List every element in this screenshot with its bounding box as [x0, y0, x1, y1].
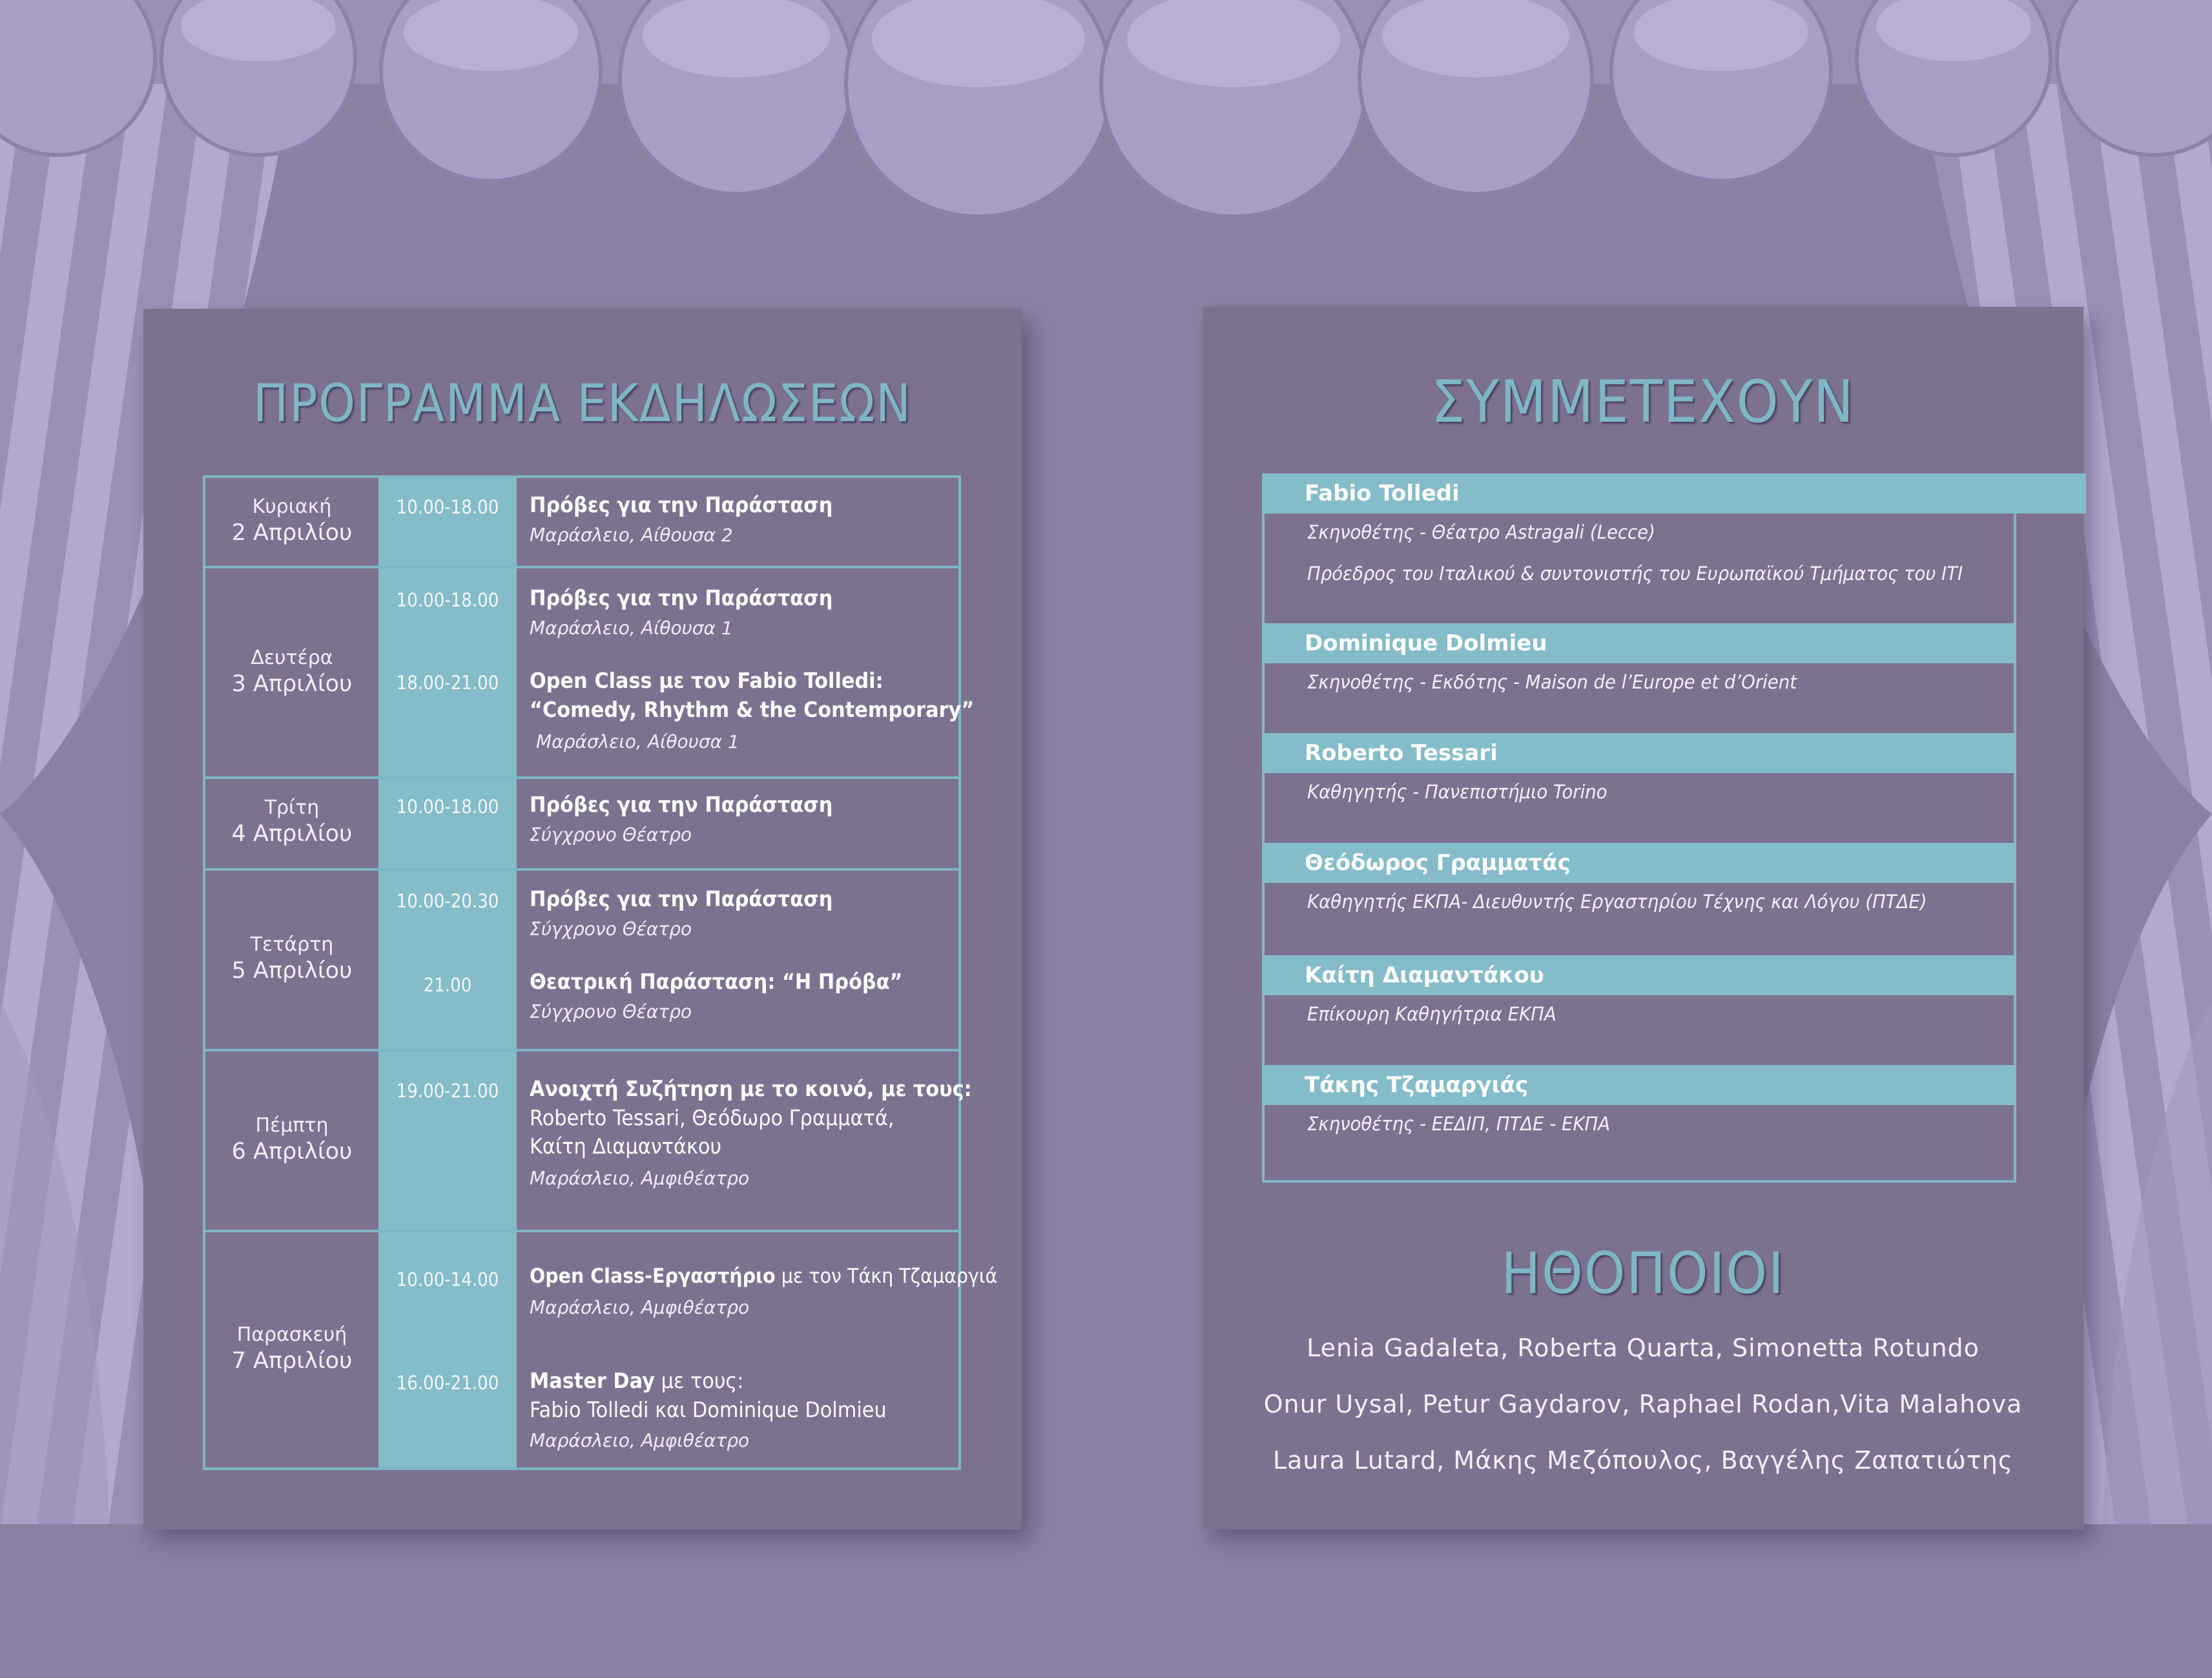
event-time: 10.00-18.00 [396, 796, 499, 818]
event-place: Σύγχρονο Θέατρο [530, 1001, 692, 1022]
day-cell [205, 796, 378, 848]
event-title: Πρόβες για την Παράσταση [530, 792, 833, 817]
day-cell [205, 495, 378, 547]
day-date: 5 Απριλίου [231, 957, 353, 984]
participants-heading: ΣΥΜΜΕΤΕΧΟΥΝ [1431, 368, 1855, 436]
event-title-rest: με τον Τάκη Τζαμαργιά [775, 1265, 998, 1288]
event-title: Θεατρική Παράσταση: “Η Πρόβα” [530, 969, 903, 994]
participant-name: Τάκης Τζαμαργιάς [1262, 1065, 2016, 1105]
event-place: Μαράσλειο, Αμφιθέατρο [530, 1430, 750, 1451]
event-title [530, 1263, 998, 1290]
participant-role: Καθηγητής - Πανεπιστήμιο Torino [1307, 781, 1607, 803]
event-place: Σύγχρονο Θέατρο [530, 824, 692, 845]
event-title-line: Ανοιχτή Συζήτηση με το κοινό, με τους: [530, 1076, 972, 1101]
event-time: 10.00-18.00 [396, 589, 499, 611]
event-place: Μαράσλειο, Αίθουσα 1 [530, 617, 733, 639]
event-title [530, 667, 975, 724]
event-time: 21.00 [423, 974, 472, 996]
event-title-bold: Master Day [530, 1368, 655, 1393]
day-date: 4 Απριλίου [231, 820, 353, 847]
participant-name: Roberto Tessari [1262, 733, 2016, 773]
event-place: Μαράσλειο, Αίθουσα 2 [530, 524, 733, 546]
participants-list [1262, 473, 2016, 1183]
program-panel [143, 309, 1022, 1529]
day-name: Δευτέρα [251, 647, 333, 669]
event-time: 10.00-20.30 [396, 890, 499, 912]
event-detail-line: Roberto Tessari, Θεόδωρο Γραμματά, [530, 1104, 894, 1130]
day-name: Τετάρτη [250, 933, 334, 956]
schedule-row [205, 779, 958, 871]
event-title: Πρόβες για την Παράσταση [530, 886, 833, 911]
event-title-bold: Open Class-Εργαστήριο [530, 1265, 776, 1288]
schedule-row [205, 871, 958, 1051]
participant-role: Πρόεδρος του Ιταλικού & συντονιστής του Ευρωπαϊκού Τμήματος του ITI [1307, 563, 1963, 585]
event-place: Σύγχρονο Θέατρο [530, 918, 692, 940]
participant-name: Fabio Tolledi [1262, 473, 2086, 513]
actors-line: Laura Lutard, Μάκης Μεζόπουλος, Βαγγέλης Ζαπατιώτης [1272, 1446, 2014, 1475]
actors-line: Onur Uysal, Petur Gaydarov, Raphael Rodan,Vita Malahova [1263, 1390, 2023, 1418]
event-title-rest: με τους: [654, 1368, 744, 1393]
event-time: 18.00-21.00 [396, 672, 499, 694]
schedule-table [203, 475, 998, 1470]
schedule-row [205, 478, 958, 568]
actors-line: Lenia Gadaleta, Roberta Quarta, Simonetta Rotundo [1307, 1334, 1979, 1362]
event-title: Πρόβες για την Παράσταση [530, 585, 833, 610]
event-title-line: Open Class με τον Fabio Tolledi: [530, 668, 884, 693]
participant-role: Επίκουρη Καθηγήτρια ΕΚΠΑ [1307, 1003, 1556, 1025]
event-time: 19.00-21.00 [396, 1080, 499, 1102]
day-cell [205, 1323, 378, 1375]
event-detail-line: Καίτη Διαμαντάκου [530, 1134, 722, 1159]
day-date: 2 Απριλίου [231, 519, 353, 546]
event-place: Μαράσλειο, Αμφιθέατρο [530, 1168, 750, 1189]
event-title-line: “Comedy, Rhythm & the Contemporary” [530, 696, 975, 722]
participant-role: Σκηνοθέτης - ΕΕΔΙΠ, ΠΤΔΕ - ΕΚΠΑ [1307, 1113, 1611, 1135]
participant-role: Καθηγητής ΕΚΠΑ- Διευθυντής Εργαστηρίου Τέχνης και Λόγου (ΠΤΔΕ) [1307, 891, 1927, 913]
day-date: 3 Απριλίου [231, 670, 353, 697]
event-time: 10.00-14.00 [396, 1269, 499, 1290]
schedule-row [205, 1232, 998, 1473]
event-detail-line: Fabio Tolledi και Dominique Dolmieu [530, 1396, 887, 1422]
schedule-row [205, 568, 975, 779]
participant-name: Καίτη Διαμαντάκου [1262, 955, 2016, 995]
day-name: Πέμπτη [255, 1114, 329, 1137]
event-place: Μαράσλειο, Αμφιθέατρο [530, 1297, 750, 1318]
participants-panel [1203, 307, 2083, 1529]
day-date: 7 Απριλίου [231, 1347, 353, 1374]
participant-role: Σκηνοθέτης - Θέατρο Astragali (Lecce) [1307, 521, 1655, 543]
participant-name: Θεόδωρος Γραμματάς [1262, 843, 2016, 883]
participant-role: Σκηνοθέτης - Εκδότης - Maison de l’Europe et d’Orient [1307, 671, 1797, 693]
event-title: Πρόβες για την Παράσταση [530, 492, 833, 517]
event-place: Μαράσλειο, Αίθουσα 1 [536, 731, 739, 752]
day-name: Κυριακή [252, 495, 332, 518]
participant-name: Dominique Dolmieu [1262, 623, 2016, 663]
event-title [530, 1075, 972, 1161]
day-name: Παρασκευή [236, 1323, 347, 1346]
schedule-row [205, 1051, 972, 1232]
event-time: 16.00-21.00 [396, 1372, 499, 1394]
day-cell [205, 646, 378, 698]
actors-heading: ΗΘΟΠΟΙΟΙ [1501, 1240, 1785, 1307]
day-cell [205, 1113, 378, 1166]
event-title [530, 1367, 922, 1424]
program-heading: ΠΡΟΓΡΑΜΜΑ ΕΚΔΗΛΩΣΕΩΝ [253, 373, 912, 433]
day-cell [205, 933, 378, 985]
day-name: Τρίτη [264, 796, 320, 819]
day-date: 6 Απριλίου [231, 1138, 353, 1165]
event-time: 10.00-18.00 [396, 496, 499, 518]
